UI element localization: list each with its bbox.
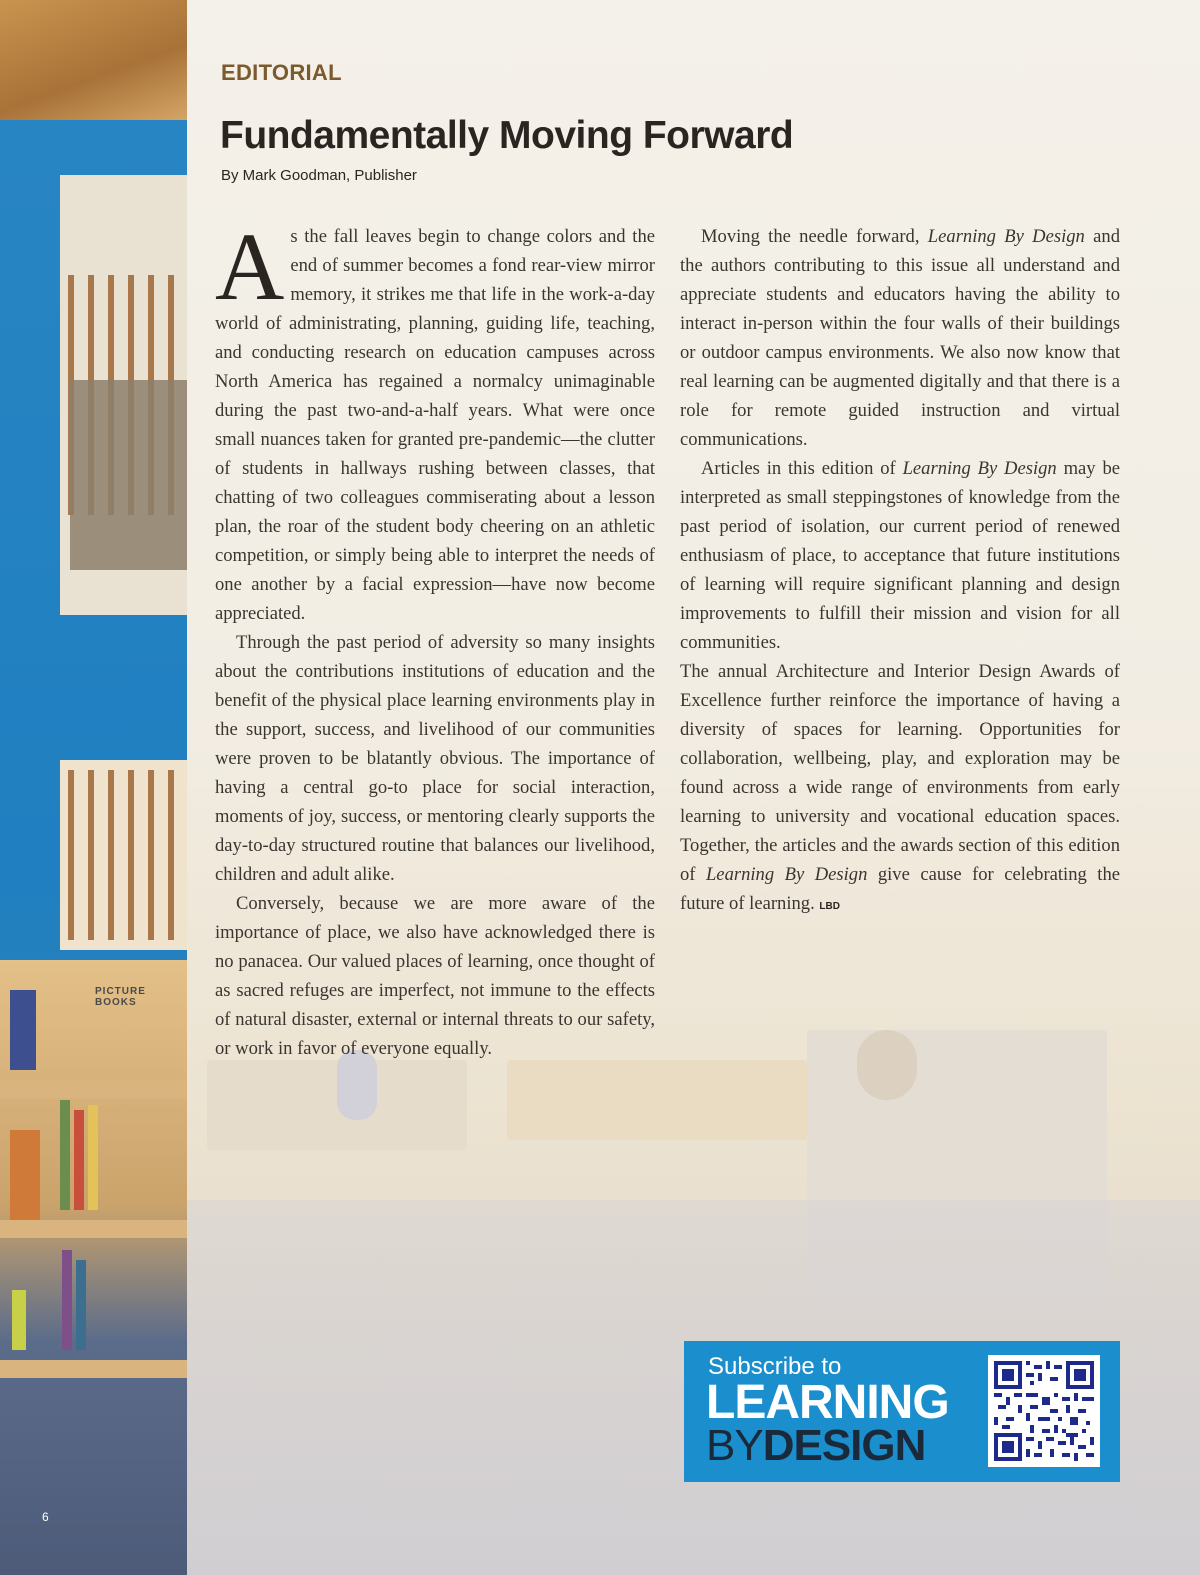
paragraph-4: Moving the needle forward, Learning By Design and the authors contributing to this issue all understand and appreciate students and educators having the ability to interact in-person within the four walls of their buildings or outdoor campus environments. We also now know that real learning can be augmented digitally and that there is a role for remote guided instruction and virtual communications. <box>680 226 1120 450</box>
publication-name: Learning By Design <box>927 226 1085 247</box>
article-column-right <box>680 222 1120 921</box>
paragraph-6: The annual Architecture and Interior Design Awards of Excellence further reinforce the importance of having a diversity of spaces for learning. Opportunities for collaboration, wellbeing, play, and exploration may be found across a wide range of environments from early learning to university and vocational education spaces. Together, the articles and the awards section of this edition of Learning By Design give cause for celebrating the future of learning. LBD <box>680 661 1120 914</box>
subscribe-logo-by-design: BYDESIGN <box>706 1421 926 1470</box>
perforated-screen <box>70 380 187 570</box>
bookshelf <box>0 960 187 1575</box>
paragraph-2: Through the past period of adversity so many insights about the contributions institutions of education and the benefit of the physical place learning environments play in the support, success, and livelihood of our communities were proven to be blatantly obvious. The importance of having a central go-to place for social interaction, moments of joy, success, or mentoring clearly supports the day-to-day structured routine that balances our livelihood, children and adult alike. <box>215 632 655 885</box>
headline: Fundamentally Moving Forward <box>220 114 794 157</box>
paragraph-1-text: s the fall leaves begin to change colors and the end of summer becomes a fond rear-view mirror memory, it strikes me that life in the work-a-day world of administrating, planning, guiding life, teaching, and conducting research on education campuses across North America has regained a normalcy unimaginable during the past two-and-a-half years. What were once small nuances taken for granted pre-pandemic—the clutter of students in hallways rushing between classes, that chatting of two colleagues commiserating about a lesson plan, the roar of the student body cheering on an athletic competition, or simply being able to interpret the needs of one another by a facial expression—have now become appreciated. <box>215 226 655 624</box>
publication-name: Learning By Design <box>705 864 868 885</box>
library-photo <box>0 0 187 1575</box>
byline: By Mark Goodman, Publisher <box>221 167 417 184</box>
subscribe-banner[interactable] <box>684 1341 1120 1482</box>
subscribe-logo-learning: LEARNING <box>706 1376 949 1429</box>
qr-code-icon[interactable] <box>988 1355 1100 1467</box>
paragraph-3: Conversely, because we are more aware of the importance of place, we also have acknowledged there is no panacea. Our valued places of learning, once thought of as sacred refuges are imperfect, not immune to the effects of natural disaster, external or internal threats to our safety, or work in favor of everyone equally. <box>215 893 655 1059</box>
drop-cap: A <box>215 213 285 320</box>
article-column-left <box>215 213 655 1063</box>
publication-name: Learning By Design <box>902 458 1057 479</box>
paragraph-5: Articles in this edition of Learning By Design may be interpreted as small steppingstones of knowledge from the past period of isolation, our current period of renewed enthusiasm of place, to acceptance that future institutions of learning will require significant planning and design improvements to fulfill their mission and vision for all communities. <box>680 458 1120 653</box>
picture-books-sign: PICTURE BOOKS <box>95 986 146 1008</box>
lower-slat-wall <box>60 760 187 950</box>
subscribe-label: Subscribe to <box>708 1353 842 1380</box>
wood-ceiling <box>0 0 187 120</box>
paragraph-1 <box>215 213 655 628</box>
section-label: EDITORIAL <box>221 60 342 85</box>
page-number: 6 <box>42 1510 49 1524</box>
end-mark: LBD <box>819 901 840 912</box>
